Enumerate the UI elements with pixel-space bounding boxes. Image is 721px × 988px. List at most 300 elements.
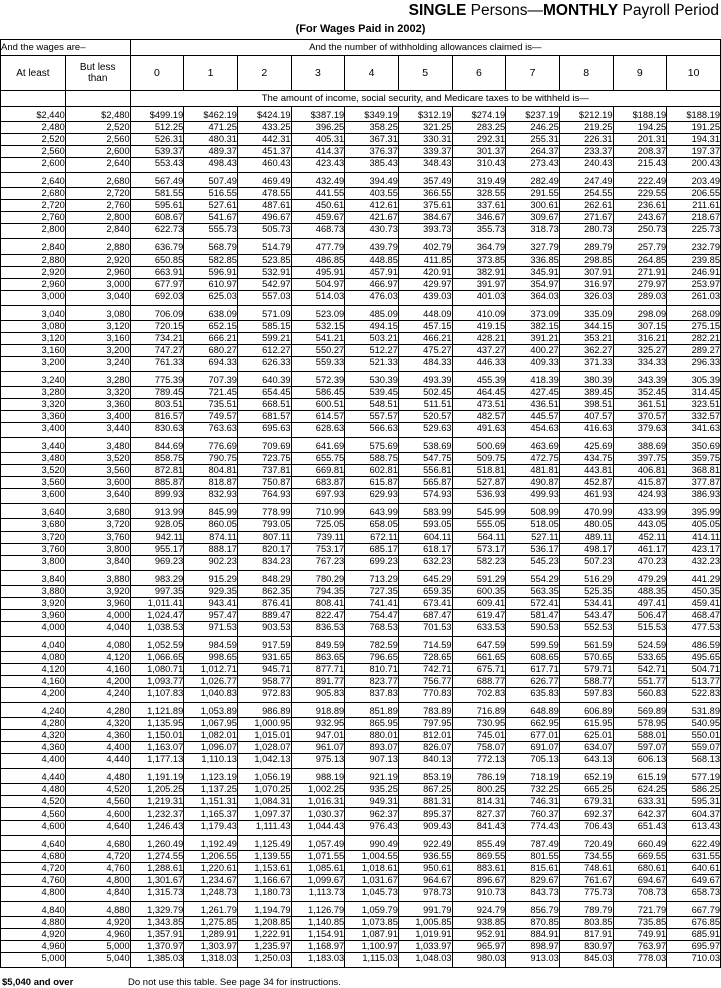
cell-withholding-1: 735.51 (184, 399, 238, 411)
cell-withholding-1: 1,234.67 (184, 874, 238, 886)
cell-withholding-7: 409.33 (506, 356, 560, 371)
cell-at-least: 3,120 (1, 332, 66, 344)
cell-withholding-1: 929.35 (184, 585, 238, 597)
cell-withholding-2: 1,000.95 (237, 718, 291, 730)
header-row-amount-note (1, 91, 721, 107)
cell-withholding-0: 1,357.91 (130, 928, 184, 940)
cell-withholding-3: 523.09 (291, 305, 345, 320)
cell-but-less-than: 4,280 (65, 703, 130, 718)
table-row (1, 570, 721, 585)
cell-withholding-8: 262.61 (559, 200, 613, 212)
cell-withholding-3: 1,183.03 (291, 953, 345, 968)
cell-withholding-10: 268.09 (667, 305, 721, 320)
cell-withholding-8: 748.61 (559, 862, 613, 874)
cell-withholding-4: 1,045.73 (345, 886, 399, 901)
cell-withholding-1: 804.81 (184, 465, 238, 477)
cell-withholding-10: 350.69 (667, 438, 721, 453)
cell-withholding-8: 298.85 (559, 254, 613, 266)
cell-withholding-9: 215.43 (613, 158, 667, 173)
cell-withholding-10: 613.43 (667, 820, 721, 835)
cell-withholding-4: 768.53 (345, 621, 399, 636)
cell-withholding-7: 327.79 (506, 239, 560, 254)
cell-withholding-9: 763.97 (613, 940, 667, 952)
cell-withholding-10: 667.79 (667, 901, 721, 916)
table-row (1, 107, 721, 122)
cell-withholding-0: 622.73 (130, 224, 184, 239)
cell-withholding-8: 254.55 (559, 188, 613, 200)
cell-withholding-1: 1,220.61 (184, 862, 238, 874)
cell-at-least: 2,920 (1, 266, 66, 278)
cell-withholding-0: 885.87 (130, 477, 184, 489)
cell-withholding-10: 504.71 (667, 663, 721, 675)
title-persons: Persons— (466, 2, 543, 19)
cell-withholding-2: 1,084.31 (237, 796, 291, 808)
cell-withholding-5: 895.37 (398, 808, 452, 820)
cell-withholding-10: 695.97 (667, 940, 721, 952)
cell-withholding-4: 466.97 (345, 278, 399, 290)
table-row (1, 663, 721, 675)
cell-but-less-than: 4,600 (65, 808, 130, 820)
table-row (1, 453, 721, 465)
cell-at-least: 3,720 (1, 531, 66, 543)
cell-withholding-10: 513.77 (667, 676, 721, 688)
table-row (1, 489, 721, 504)
cell-withholding-6: 391.97 (452, 278, 506, 290)
table-row (1, 769, 721, 784)
cell-withholding-7: 255.31 (506, 134, 560, 146)
withholding-table (0, 39, 721, 968)
cell-withholding-5: 867.25 (398, 784, 452, 796)
cell-withholding-3: 559.33 (291, 356, 345, 371)
cell-withholding-6: 582.23 (452, 555, 506, 570)
table-body (1, 107, 721, 968)
cell-withholding-0: 942.11 (130, 531, 184, 543)
cell-withholding-7: 608.65 (506, 651, 560, 663)
cell-withholding-6: 661.65 (452, 651, 506, 663)
cell-withholding-2: 1,111.43 (237, 820, 291, 835)
cell-withholding-3: 1,016.31 (291, 796, 345, 808)
cell-withholding-8: 588.77 (559, 676, 613, 688)
cell-withholding-0: 816.57 (130, 411, 184, 423)
cell-withholding-5: 457.15 (398, 320, 452, 332)
cell-withholding-9: 243.67 (613, 212, 667, 224)
cell-withholding-4: 643.99 (345, 504, 399, 519)
cell-withholding-6: 619.47 (452, 609, 506, 621)
cell-withholding-2: 750.87 (237, 477, 291, 489)
cell-withholding-1: 541.67 (184, 212, 238, 224)
cell-at-least: 4,600 (1, 820, 66, 835)
cell-withholding-8: 606.89 (559, 703, 613, 718)
table-row (1, 438, 721, 453)
cell-withholding-0: 553.43 (130, 158, 184, 173)
cell-withholding-0: 1,219.31 (130, 796, 184, 808)
cell-withholding-4: 1,059.79 (345, 901, 399, 916)
title-monthly: MONTHLY (542, 2, 619, 19)
cell-withholding-0: 872.81 (130, 465, 184, 477)
cell-withholding-5: 475.27 (398, 344, 452, 356)
cell-withholding-9: 735.85 (613, 916, 667, 928)
cell-at-least: 3,480 (1, 453, 66, 465)
cell-withholding-4: 448.85 (345, 254, 399, 266)
cell-withholding-7: 801.55 (506, 850, 560, 862)
cell-withholding-3: 1,057.49 (291, 835, 345, 850)
cell-at-least: 3,680 (1, 519, 66, 531)
cell-but-less-than: 4,120 (65, 651, 130, 663)
cell-but-less-than: 3,120 (65, 320, 130, 332)
cell-withholding-2: 834.23 (237, 555, 291, 570)
cell-at-least: 4,440 (1, 769, 66, 784)
cell-but-less-than: 4,480 (65, 769, 130, 784)
cell-withholding-2: 523.85 (237, 254, 291, 266)
cell-withholding-6: 292.31 (452, 134, 506, 146)
cell-withholding-0: 677.97 (130, 278, 184, 290)
cell-withholding-7: 246.25 (506, 122, 560, 134)
cell-withholding-7: 662.95 (506, 718, 560, 730)
cell-withholding-8: 416.63 (559, 423, 613, 438)
cell-withholding-1: 596.91 (184, 266, 238, 278)
cell-withholding-3: 532.15 (291, 320, 345, 332)
cell-withholding-0: 1,177.13 (130, 754, 184, 769)
cell-but-less-than: 3,600 (65, 477, 130, 489)
cell-withholding-7: 626.77 (506, 676, 560, 688)
cell-withholding-4: 1,018.61 (345, 862, 399, 874)
cell-but-less-than: 3,640 (65, 489, 130, 504)
cell-withholding-7: 309.67 (506, 212, 560, 224)
cell-at-least: $2,440 (1, 107, 66, 122)
cell-at-least: 4,480 (1, 784, 66, 796)
cell-but-less-than: 3,680 (65, 504, 130, 519)
cell-but-less-than: 4,640 (65, 820, 130, 835)
cell-but-less-than: 3,320 (65, 386, 130, 398)
cell-withholding-10: 568.13 (667, 754, 721, 769)
cell-withholding-2: 451.37 (237, 146, 291, 158)
cell-withholding-8: 534.41 (559, 597, 613, 609)
cell-withholding-6: 491.63 (452, 423, 506, 438)
cell-withholding-2: 695.63 (237, 423, 291, 438)
cell-withholding-10: 305.39 (667, 371, 721, 386)
cell-withholding-0: 1,052.59 (130, 636, 184, 651)
cell-withholding-5: 950.61 (398, 862, 452, 874)
cell-withholding-9: 606.13 (613, 754, 667, 769)
header-col-9: 9 (613, 56, 667, 91)
cell-but-less-than: 2,600 (65, 146, 130, 158)
cell-withholding-8: 803.85 (559, 916, 613, 928)
cell-at-least: 4,200 (1, 688, 66, 703)
cell-withholding-0: 1,301.67 (130, 874, 184, 886)
table-footer (0, 968, 721, 988)
cell-withholding-7: 760.37 (506, 808, 560, 820)
cell-withholding-1: 818.87 (184, 477, 238, 489)
cell-at-least: 4,520 (1, 796, 66, 808)
cell-at-least: 3,840 (1, 570, 66, 585)
cell-withholding-5: 348.43 (398, 158, 452, 173)
cell-withholding-1: 652.15 (184, 320, 238, 332)
cell-withholding-3: 1,168.97 (291, 940, 345, 952)
cell-withholding-0: $499.19 (130, 107, 184, 122)
cell-withholding-6: 401.03 (452, 290, 506, 305)
cell-but-less-than: 5,000 (65, 940, 130, 952)
table-row (1, 200, 721, 212)
table-row (1, 703, 721, 718)
cell-withholding-0: 706.09 (130, 305, 184, 320)
cell-withholding-7: 732.25 (506, 784, 560, 796)
cell-withholding-8: 525.35 (559, 585, 613, 597)
cell-withholding-10: 386.93 (667, 489, 721, 504)
cell-withholding-8: 443.81 (559, 465, 613, 477)
cell-withholding-9: 379.63 (613, 423, 667, 438)
cell-withholding-8: 240.43 (559, 158, 613, 173)
cell-withholding-7: 436.51 (506, 399, 560, 411)
cell-withholding-0: 1,274.55 (130, 850, 184, 862)
cell-withholding-8: 489.11 (559, 531, 613, 543)
cell-withholding-7: 373.09 (506, 305, 560, 320)
cell-withholding-5: 728.65 (398, 651, 452, 663)
cell-withholding-6: 518.81 (452, 465, 506, 477)
cell-withholding-2: 862.35 (237, 585, 291, 597)
cell-withholding-6: 283.25 (452, 122, 506, 134)
cell-withholding-5: 826.07 (398, 742, 452, 754)
cell-withholding-10: 206.55 (667, 188, 721, 200)
cell-withholding-0: 789.45 (130, 386, 184, 398)
cell-withholding-7: 746.31 (506, 796, 560, 808)
cell-but-less-than: 4,680 (65, 835, 130, 850)
cell-withholding-1: 582.85 (184, 254, 238, 266)
cell-withholding-7: 599.59 (506, 636, 560, 651)
cell-withholding-5: 756.77 (398, 676, 452, 688)
cell-at-least: 3,080 (1, 320, 66, 332)
cell-but-less-than: 4,560 (65, 796, 130, 808)
cell-withholding-10: 261.03 (667, 290, 721, 305)
table-row (1, 820, 721, 835)
cell-but-less-than: 2,960 (65, 266, 130, 278)
cell-withholding-1: 1,206.55 (184, 850, 238, 862)
cell-withholding-1: 943.41 (184, 597, 238, 609)
cell-withholding-7: 536.17 (506, 543, 560, 555)
cell-withholding-3: 396.25 (291, 122, 345, 134)
table-row (1, 874, 721, 886)
cell-withholding-8: 625.01 (559, 730, 613, 742)
cell-withholding-7: 870.85 (506, 916, 560, 928)
cell-withholding-5: 366.55 (398, 188, 452, 200)
cell-withholding-3: 753.17 (291, 543, 345, 555)
table-header (1, 40, 721, 107)
cell-but-less-than: 4,160 (65, 663, 130, 675)
cell-withholding-5: 1,033.97 (398, 940, 452, 952)
cell-withholding-4: 823.77 (345, 676, 399, 688)
cell-withholding-4: 907.13 (345, 754, 399, 769)
cell-withholding-8: 316.97 (559, 278, 613, 290)
cell-withholding-6: 455.39 (452, 371, 506, 386)
cell-withholding-9: 694.67 (613, 874, 667, 886)
cell-withholding-6: 555.05 (452, 519, 506, 531)
cell-withholding-3: 725.05 (291, 519, 345, 531)
cell-withholding-3: 495.91 (291, 266, 345, 278)
table-row (1, 371, 721, 386)
cell-withholding-8: 398.51 (559, 399, 613, 411)
cell-withholding-10: 676.85 (667, 916, 721, 928)
cell-but-less-than: 2,720 (65, 188, 130, 200)
cell-withholding-9: 307.15 (613, 320, 667, 332)
cell-withholding-4: 1,100.97 (345, 940, 399, 952)
cell-withholding-9: 615.19 (613, 769, 667, 784)
cell-withholding-3: 1,113.73 (291, 886, 345, 901)
cell-at-least: 2,480 (1, 122, 66, 134)
table-row (1, 808, 721, 820)
table-row (1, 621, 721, 636)
cell-withholding-8: 789.79 (559, 901, 613, 916)
cell-withholding-3: 739.11 (291, 531, 345, 543)
cell-withholding-7: 527.11 (506, 531, 560, 543)
cell-withholding-1: 625.03 (184, 290, 238, 305)
cell-withholding-10: 710.03 (667, 953, 721, 968)
cell-withholding-5: 448.09 (398, 305, 452, 320)
cell-but-less-than: 3,720 (65, 519, 130, 531)
cell-but-less-than: 2,520 (65, 122, 130, 134)
cell-withholding-6: 952.91 (452, 928, 506, 940)
cell-withholding-7: 400.27 (506, 344, 560, 356)
cell-withholding-2: 793.05 (237, 519, 291, 531)
cell-withholding-8: 280.73 (559, 224, 613, 239)
cell-withholding-0: 1,329.79 (130, 901, 184, 916)
cell-withholding-2: 433.25 (237, 122, 291, 134)
cell-withholding-9: 229.55 (613, 188, 667, 200)
cell-withholding-5: 783.89 (398, 703, 452, 718)
cell-withholding-7: 508.99 (506, 504, 560, 519)
cell-withholding-3: 877.71 (291, 663, 345, 675)
cell-withholding-7: 282.49 (506, 173, 560, 188)
cell-withholding-5: 604.11 (398, 531, 452, 543)
cell-withholding-9: 461.17 (613, 543, 667, 555)
cell-withholding-4: 421.67 (345, 212, 399, 224)
cell-withholding-5: 574.93 (398, 489, 452, 504)
cell-withholding-7: 691.07 (506, 742, 560, 754)
cell-withholding-3: 504.97 (291, 278, 345, 290)
cell-withholding-3: 405.31 (291, 134, 345, 146)
cell-withholding-2: 820.17 (237, 543, 291, 555)
cell-at-least: 4,360 (1, 742, 66, 754)
cell-withholding-4: 990.49 (345, 835, 399, 850)
cell-withholding-1: 749.57 (184, 411, 238, 423)
cell-withholding-0: 803.51 (130, 399, 184, 411)
cell-at-least: 5,000 (1, 953, 66, 968)
cell-withholding-3: 891.77 (291, 676, 345, 688)
cell-withholding-9: 560.83 (613, 688, 667, 703)
cell-withholding-1: 860.05 (184, 519, 238, 531)
cell-withholding-4: 566.63 (345, 423, 399, 438)
cell-withholding-5: 964.67 (398, 874, 452, 886)
cell-withholding-5: 991.79 (398, 901, 452, 916)
header-but-less-than: But less than (65, 56, 130, 91)
cell-withholding-1: 1,151.31 (184, 796, 238, 808)
cell-withholding-1: 638.09 (184, 305, 238, 320)
cell-withholding-4: 893.07 (345, 742, 399, 754)
cell-but-less-than: 3,560 (65, 465, 130, 477)
cell-withholding-8: 233.37 (559, 146, 613, 158)
cell-withholding-10: 649.67 (667, 874, 721, 886)
table-row (1, 718, 721, 730)
cell-withholding-0: 512.25 (130, 122, 184, 134)
cell-withholding-0: 1,288.61 (130, 862, 184, 874)
cell-withholding-5: 429.97 (398, 278, 452, 290)
cell-withholding-3: 468.73 (291, 224, 345, 239)
cell-withholding-9: 470.23 (613, 555, 667, 570)
table-row (1, 835, 721, 850)
cell-withholding-5: 659.35 (398, 585, 452, 597)
cell-withholding-3: 450.61 (291, 200, 345, 212)
cell-withholding-7: 617.71 (506, 663, 560, 675)
table-row (1, 173, 721, 188)
cell-withholding-5: 797.95 (398, 718, 452, 730)
cell-at-least: 3,400 (1, 423, 66, 438)
cell-withholding-1: 1,082.01 (184, 730, 238, 742)
cell-withholding-4: 851.89 (345, 703, 399, 718)
cell-withholding-10: 495.65 (667, 651, 721, 663)
cell-withholding-4: 1,087.91 (345, 928, 399, 940)
cell-at-least: 3,760 (1, 543, 66, 555)
cell-withholding-5: 673.41 (398, 597, 452, 609)
cell-at-least: 4,320 (1, 730, 66, 742)
cell-withholding-7: 490.87 (506, 477, 560, 489)
table-row (1, 609, 721, 621)
cell-withholding-0: 1,150.01 (130, 730, 184, 742)
cell-withholding-6: 564.11 (452, 531, 506, 543)
table-row (1, 122, 721, 134)
cell-at-least: 4,840 (1, 901, 66, 916)
cell-withholding-10: 450.35 (667, 585, 721, 597)
cell-at-least: 3,240 (1, 371, 66, 386)
cell-withholding-10: 414.11 (667, 531, 721, 543)
cell-withholding-7: 705.13 (506, 754, 560, 769)
cell-withholding-2: 585.15 (237, 320, 291, 332)
cell-withholding-3: 1,002.25 (291, 784, 345, 796)
cell-withholding-9: 452.11 (613, 531, 667, 543)
table-row (1, 850, 721, 862)
table-row (1, 158, 721, 173)
cell-withholding-0: 539.37 (130, 146, 184, 158)
cell-withholding-8: 344.15 (559, 320, 613, 332)
cell-withholding-0: 595.61 (130, 200, 184, 212)
cell-withholding-4: 1,004.55 (345, 850, 399, 862)
cell-withholding-10: 395.99 (667, 504, 721, 519)
cell-but-less-than: 3,480 (65, 438, 130, 453)
cell-withholding-4: 1,073.85 (345, 916, 399, 928)
cell-withholding-8: 579.71 (559, 663, 613, 675)
cell-withholding-3: 432.49 (291, 173, 345, 188)
cell-withholding-6: 675.71 (452, 663, 506, 675)
cell-withholding-0: 734.21 (130, 332, 184, 344)
cell-withholding-0: 1,066.65 (130, 651, 184, 663)
cell-withholding-1: 498.43 (184, 158, 238, 173)
cell-at-least: 3,160 (1, 344, 66, 356)
cell-withholding-5: 978.73 (398, 886, 452, 901)
cell-withholding-3: 780.29 (291, 570, 345, 585)
cell-withholding-5: 687.47 (398, 609, 452, 621)
cell-withholding-5: 411.85 (398, 254, 452, 266)
cell-withholding-2: 514.79 (237, 239, 291, 254)
cell-withholding-1: 1,179.43 (184, 820, 238, 835)
cell-withholding-9: 361.51 (613, 399, 667, 411)
cell-withholding-3: 1,071.55 (291, 850, 345, 862)
cell-withholding-9: 397.75 (613, 453, 667, 465)
cell-withholding-5: 511.51 (398, 399, 452, 411)
cell-withholding-2: 1,235.97 (237, 940, 291, 952)
cell-withholding-5: 881.31 (398, 796, 452, 808)
cell-withholding-6: 896.67 (452, 874, 506, 886)
cell-withholding-1: 480.31 (184, 134, 238, 146)
cell-withholding-8: 219.25 (559, 122, 613, 134)
cell-withholding-0: 844.69 (130, 438, 184, 453)
table-row (1, 320, 721, 332)
